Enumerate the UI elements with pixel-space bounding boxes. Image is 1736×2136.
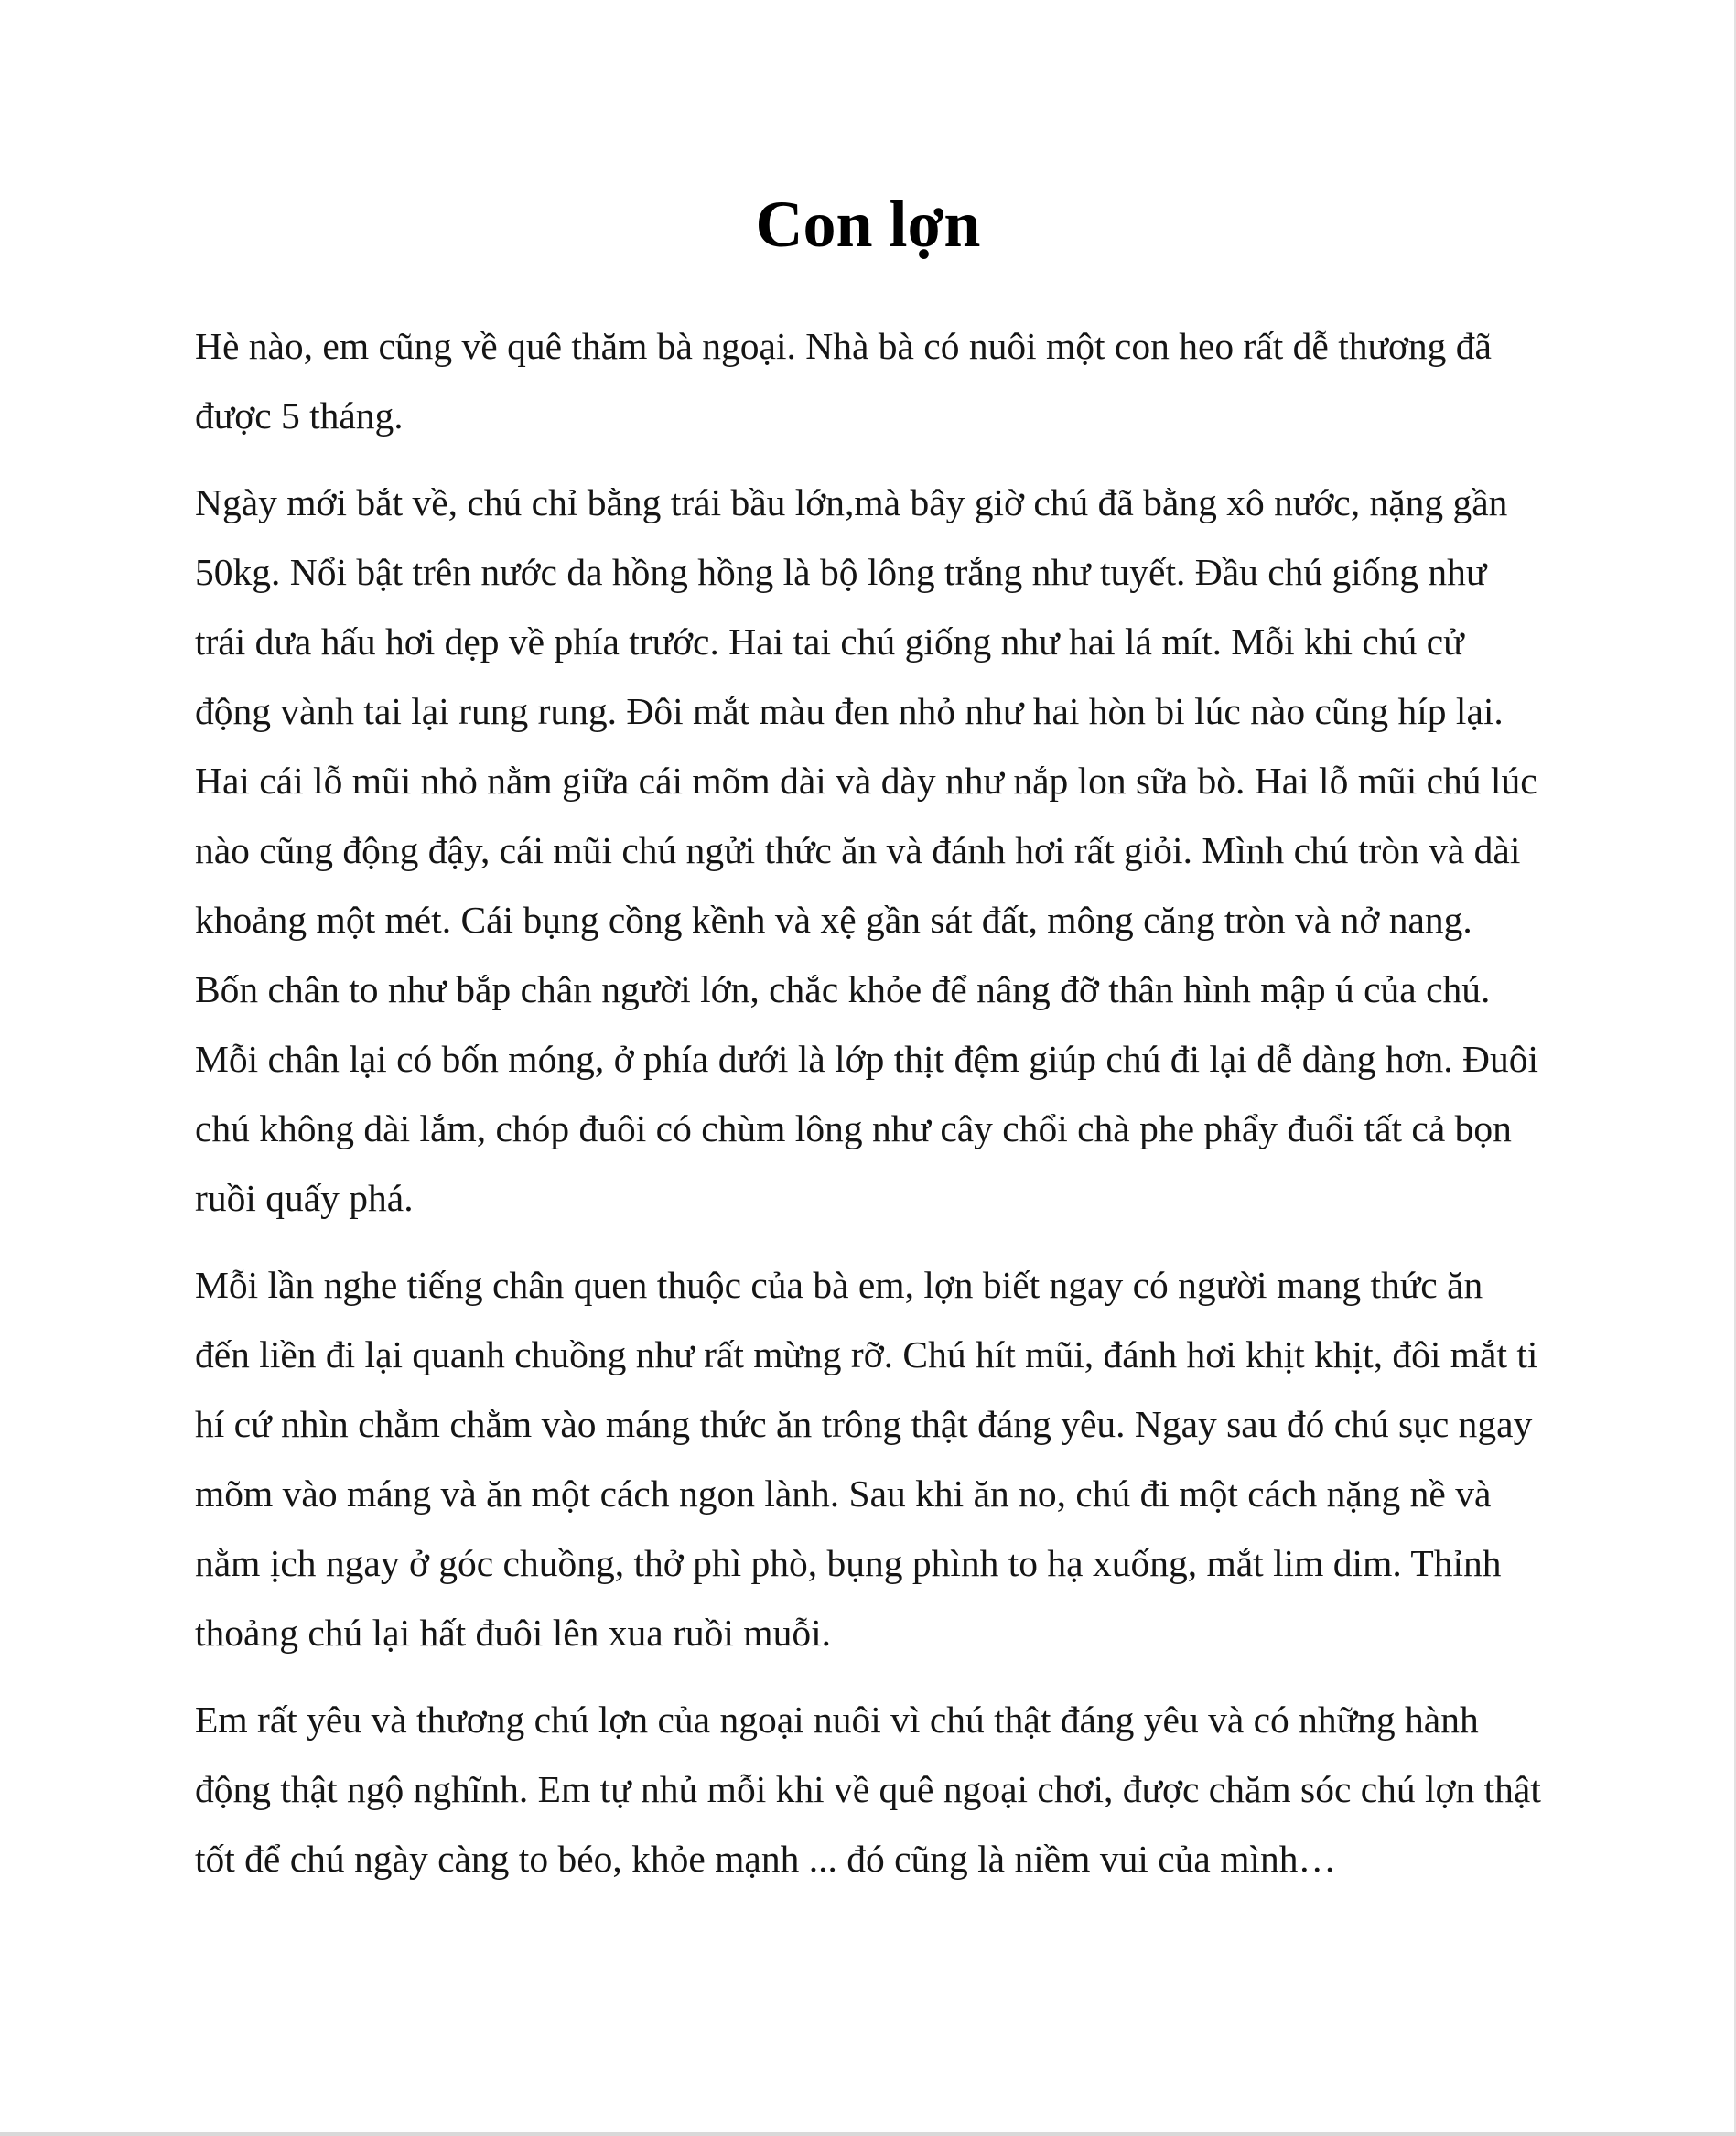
paragraph-3: Mỗi lần nghe tiếng chân quen thuộc của bà em, lợn biết ngay có người mang thức ăn đến liền đi lại quanh chuồng như rất mừng rỡ. Chú hít mũi, đánh hơi khịt khịt, đôi mắt ti hí cứ nhìn chằm chằm vào máng thức ăn trông thật đáng yêu. Ngay sau đó chú sục ngay mõm vào máng và ăn một cách ngon lành. Sau khi ăn no, chú đi một cách nặng nề và nằm ịch ngay ở góc chuồng, thở phì phò, bụng phình to hạ xuống, mắt lim dim. Thỉnh thoảng chú lại hất đuôi lên xua ruồi muỗi.: [195, 1264, 1538, 1654]
paragraph-2: Ngày mới bắt về, chú chỉ bằng trái bầu lớn,mà bây giờ chú đã bằng xô nước, nặng gần 50kg. Nổi bật trên nước da hồng hồng là bộ lông trắng như tuyết. Đầu chú giống như trái dưa hấu hơi dẹp về phía trước. Hai tai chú giống như hai lá mít. Mỗi khi chú cử động vành tai lại rung rung. Đôi mắt màu đen nhỏ như hai hòn bi lúc nào cũng híp lại. Hai cái lỗ mũi nhỏ nằm giữa cái mõm dài và dày như nắp lon sữa bò. Hai lỗ mũi chú lúc nào cũng động đậy, cái mũi chú ngửi thức ăn và đánh hơi rất giỏi. Mình chú tròn và dài khoảng một mét. Cái bụng cồng kềnh và xệ gần sát đất, mông căng tròn và nở nang. Bốn chân to như bắp chân người lớn, chắc khỏe để nâng đỡ thân hình mập ú của chú. Mỗi chân lại có bốn móng, ở phía dưới là lớp thịt đệm giúp chú đi lại dễ dàng hơn. Đuôi chú không dài lắm, chóp đuôi có chùm lông như cây chổi chà phe phẩy đuổi tất cả bọn ruồi quấy phá.: [195, 481, 1539, 1219]
document-title: Con lợn: [755, 188, 981, 261]
page-bottom-edge: [0, 2132, 1736, 2136]
document-body: [195, 311, 1545, 1911]
paragraph-1: Hè nào, em cũng về quê thăm bà ngoại. Nhà bà có nuôi một con heo rất dễ thương đã được 5 tháng.: [195, 325, 1492, 437]
paragraph-4: Em rất yêu và thương chú lợn của ngoại nuôi vì chú thật đáng yêu và có những hành động thật ngộ nghĩnh. Em tự nhủ mỗi khi về quê ngoại chơi, được chăm sóc chú lợn thật tốt để chú ngày càng to béo, khỏe mạnh ... đó cũng là niềm vui của mình…: [195, 1699, 1541, 1880]
